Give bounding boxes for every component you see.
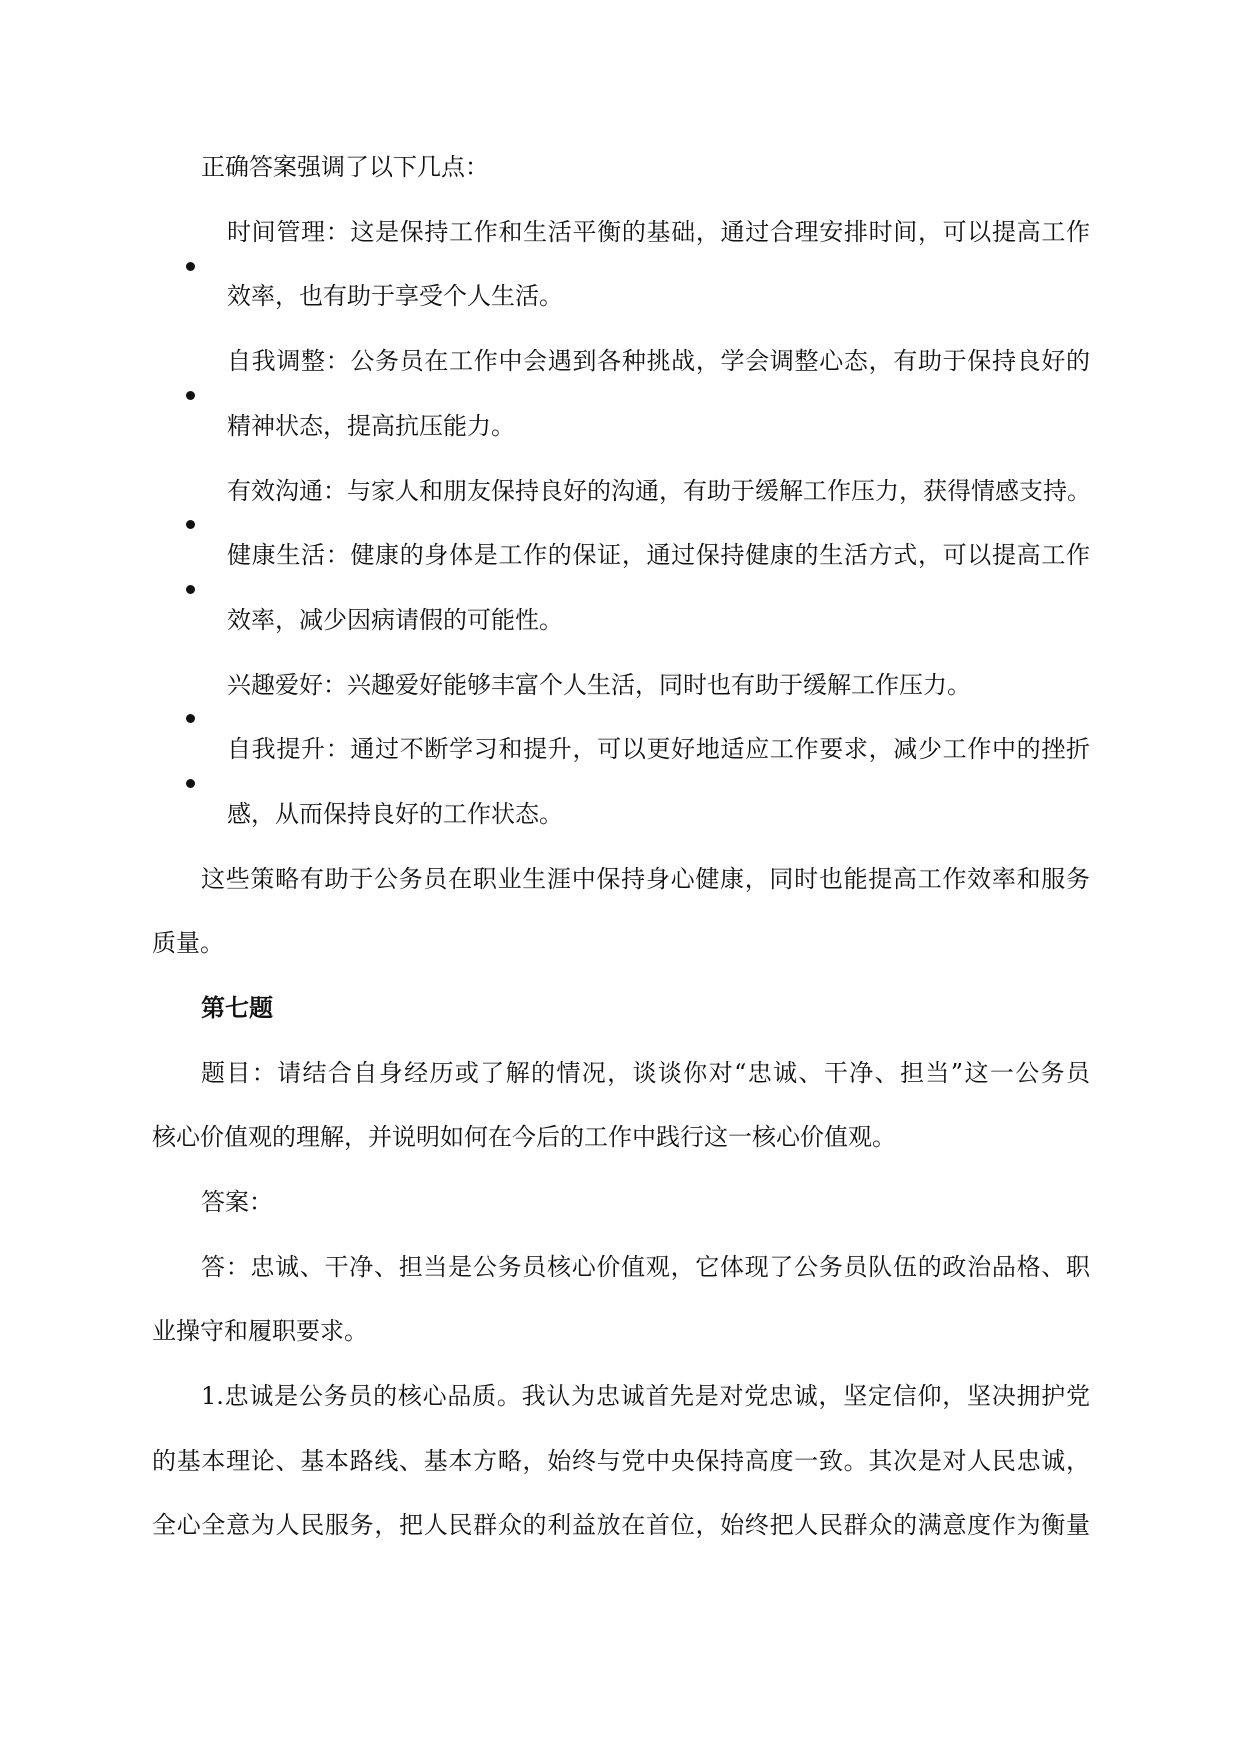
answer-line1: 答：忠诚、干净、担当是公务员核心价值观，它体现了公务员队伍的政治品格、职	[201, 1253, 1090, 1281]
bullet-healthy-life-line1: 健康生活：健康的身体是工作的保证，通过保持健康的生活方式，可以提高工作	[227, 541, 1090, 569]
bullet-icon	[186, 520, 195, 529]
bullet-hobbies: 兴趣爱好：兴趣爱好能够丰富个人生活，同时也有助于缓解工作压力。	[227, 671, 971, 699]
bullet-icon	[186, 262, 195, 271]
point1-line1: 1.忠诚是公务员的核心品质。我认为忠诚首先是对党忠诚，坚定信仰，坚决拥护党	[201, 1382, 1090, 1410]
summary-line2: 质量。	[152, 929, 224, 957]
bullet-icon	[186, 714, 195, 723]
bullet-time-management-line1: 时间管理：这是保持工作和生活平衡的基础，通过合理安排时间，可以提高工作	[227, 218, 1090, 246]
bullet-self-adjust-line2: 精神状态，提高抗压能力。	[227, 412, 515, 440]
question-line1: 题目：请结合自身经历或了解的情况，谈谈你对“忠诚、干净、担当”这一公务员	[201, 1059, 1090, 1087]
bullet-self-improve-line1: 自我提升：通过不断学习和提升，可以更好地适应工作要求，减少工作中的挫折	[227, 735, 1090, 763]
point1-line3: 全心全意为人民服务，把人民群众的利益放在首位，始终把人民群众的满意度作为衡量	[152, 1511, 1090, 1539]
bullet-icon	[186, 779, 195, 788]
bullet-healthy-life-line2: 效率，减少因病请假的可能性。	[227, 606, 563, 634]
point1-line2: 的基本理论、基本路线、基本方略，始终与党中央保持高度一致。其次是对人民忠诚，	[152, 1447, 1090, 1475]
answer-label: 答案：	[201, 1188, 273, 1216]
answer-line2: 业操守和履职要求。	[152, 1317, 368, 1345]
bullet-icon	[186, 391, 195, 400]
bullet-self-adjust-line1: 自我调整：公务员在工作中会遇到各种挑战，学会调整心态，有助于保持良好的	[227, 347, 1090, 375]
summary-line1: 这些策略有助于公务员在职业生涯中保持身心健康，同时也能提高工作效率和服务	[201, 865, 1090, 893]
bullet-time-management-line2: 效率，也有助于享受个人生活。	[227, 282, 563, 310]
question-line2: 核心价值观的理解，并说明如何在今后的工作中践行这一核心价值观。	[152, 1123, 896, 1151]
bullet-self-improve-line2: 感，从而保持良好的工作状态。	[227, 800, 563, 828]
bullet-icon	[186, 585, 195, 594]
section-heading: 第七题	[201, 994, 273, 1022]
intro-text: 正确答案强调了以下几点：	[201, 153, 489, 181]
bullet-communication: 有效沟通：与家人和朋友保持良好的沟通，有助于缓解工作压力，获得情感支持。	[227, 477, 1091, 505]
